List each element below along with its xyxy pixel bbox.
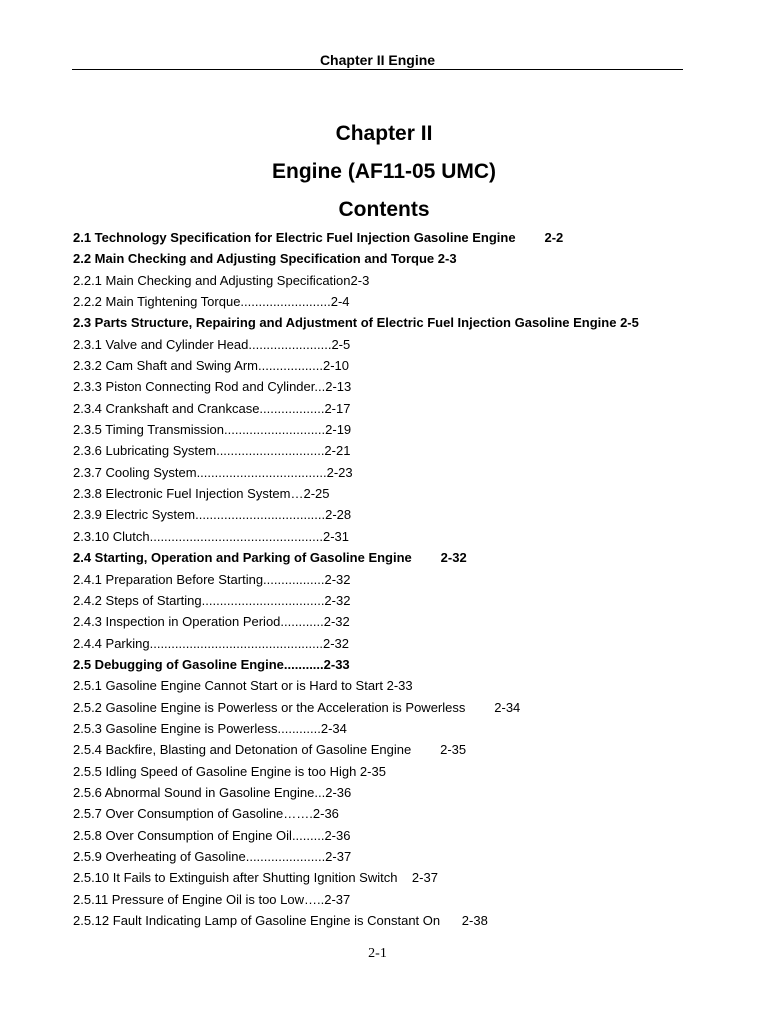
toc-subsection-entry: 2.3.2 Cam Shaft and Swing Arm..................2-10 [73,358,350,374]
toc-subsection-entry: 2.3.1 Valve and Cylinder Head.......................2-5 [73,336,351,352]
toc-subsection-entry: 2.4.2 Steps of Starting..................................2-32 [73,592,351,608]
toc-subsection-entry: 2.5.8 Over Consumption of Engine Oil.........2-36 [73,827,351,843]
table-of-contents [73,227,693,931]
toc-section-entry: 2.4 Starting, Operation and Parking of Gasoline Engine 2-32 [73,550,467,566]
toc-subsection-entry: 2.5.2 Gasoline Engine is Powerless or the Acceleration is Powerless 2-34 [73,699,521,715]
toc-subsection-entry: 2.5.10 It Fails to Extinguish after Shutting Ignition Switch 2-37 [73,870,438,886]
toc-subsection-entry: 2.5.7 Over Consumption of Gasoline…….2-36 [73,806,339,822]
toc-subsection-entry: 2.3.4 Crankshaft and Crankcase..................2-17 [73,400,351,416]
toc-subsection-entry: 2.4.4 Parking................................................2-32 [73,635,349,651]
page-number: 2-1 [368,946,387,961]
toc-subsection-entry: 2.4.1 Preparation Before Starting.................2-32 [73,571,351,587]
toc-section-entry: 2.3 Parts Structure, Repairing and Adjustment of Electric Fuel Injection Gasoline Engine 2-5 [73,315,639,331]
toc-subsection-entry: 2.5.3 Gasoline Engine is Powerless............2-34 [73,720,347,736]
toc-subsection-entry: 2.5.4 Backfire, Blasting and Detonation of Gasoline Engine 2-35 [73,742,467,758]
toc-subsection-entry: 2.3.3 Piston Connecting Rod and Cylinder...2-13 [73,379,352,395]
toc-subsection-entry: 2.5.5 Idling Speed of Gasoline Engine is too High 2-35 [73,763,386,779]
chapter-subtitle: Engine (AF11-05 UMC) [271,160,497,183]
toc-subsection-entry: 2.5.11 Pressure of Engine Oil is too Low…..2-37 [73,891,351,907]
toc-subsection-entry: 2.2.2 Main Tightening Torque.........................2-4 [73,294,350,310]
header-rule [72,69,683,70]
toc-section-entry: 2.5 Debugging of Gasoline Engine...........2-33 [73,656,350,672]
toc-subsection-entry: 2.3.6 Lubricating System..............................2-21 [73,443,351,459]
toc-subsection-entry: 2.3.8 Electronic Fuel Injection System…2-25 [73,486,330,502]
toc-subsection-entry: 2.5.9 Overheating of Gasoline......................2-37 [73,848,352,864]
contents-heading: Contents [338,198,430,221]
toc-subsection-entry: 2.5.1 Gasoline Engine Cannot Start or is Hard to Start 2-33 [73,678,413,694]
toc-subsection-entry: 2.3.7 Cooling System....................................2-23 [73,464,353,480]
toc-subsection-entry: 2.5.6 Abnormal Sound in Gasoline Engine...2-36 [73,784,352,800]
running-header: Chapter II Engine [319,52,436,68]
toc-subsection-entry: 2.4.3 Inspection in Operation Period............2-32 [73,614,350,630]
toc-section-entry: 2.1 Technology Specification for Electric Fuel Injection Gasoline Engine 2-2 [73,230,564,245]
toc-section-entry: 2.2 Main Checking and Adjusting Specification and Torque 2-3 [73,251,457,267]
toc-subsection-entry: 2.3.10 Clutch................................................2-31 [73,528,349,544]
chapter-title: Chapter II [335,122,433,145]
toc-subsection-entry: 2.2.1 Main Checking and Adjusting Specification2-3 [73,272,370,288]
toc-subsection-entry: 2.3.9 Electric System....................................2-28 [73,507,352,523]
toc-subsection-entry: 2.5.12 Fault Indicating Lamp of Gasoline Engine is Constant On 2-38 [73,913,488,928]
toc-subsection-entry: 2.3.5 Timing Transmission............................2-19 [73,422,352,438]
